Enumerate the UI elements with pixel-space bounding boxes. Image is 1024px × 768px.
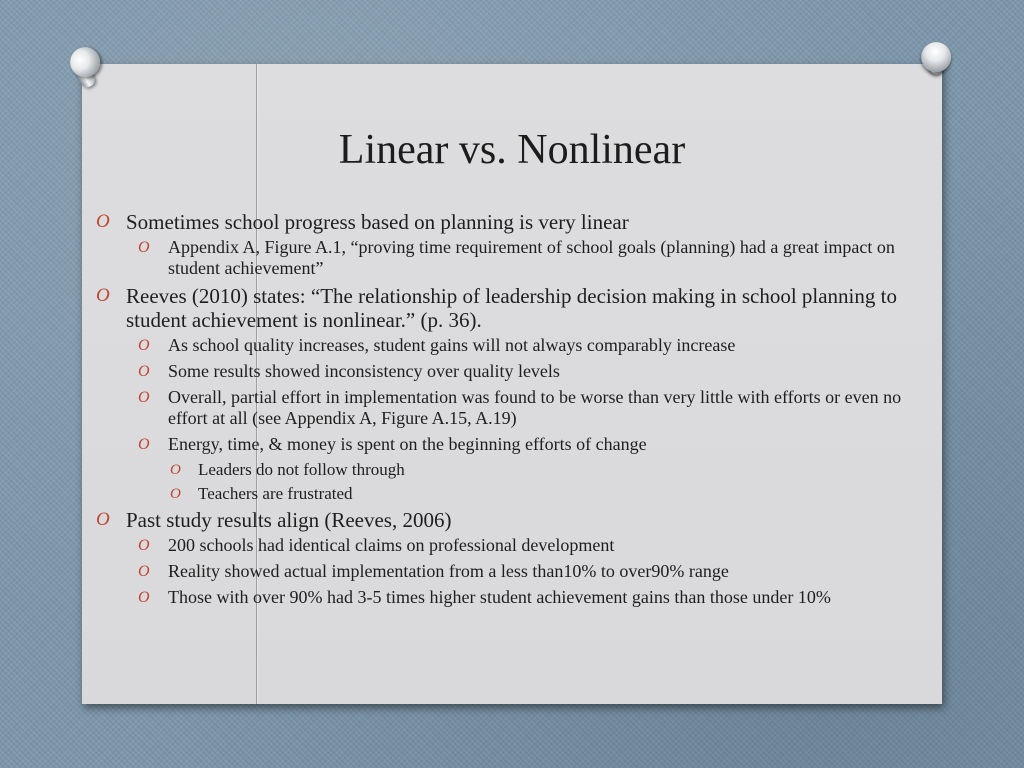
bullet-o-icon: O: [138, 389, 150, 406]
sub-sub-bullet-text: Teachers are frustrated: [198, 484, 353, 503]
sub-bullet-text: Reality showed actual implementation from a less than10% to over90% range: [168, 561, 729, 581]
bullet-o-icon: O: [138, 436, 150, 453]
sub-bullet-text: Overall, partial effort in implementation was found to be worse than very little with efforts or even no effort at all (see Appendix A, Figure A.15, A.19): [168, 387, 902, 428]
sub-bullet-item: [138, 535, 916, 556]
bullet-o-icon: O: [170, 486, 181, 502]
pushpin-right-icon: [914, 42, 954, 82]
bullet-o-icon: O: [170, 462, 181, 478]
bullet-list: [96, 206, 916, 613]
bullet-o-icon: O: [138, 589, 150, 606]
sub-bullet-text: Appendix A, Figure A.1, “proving time requirement of school goals (planning) had a great impact on student achievement”: [168, 237, 895, 278]
bullet-o-icon: O: [138, 337, 150, 354]
slide-title: Linear vs. Nonlinear: [338, 127, 686, 173]
sub-bullet-item: [138, 561, 916, 582]
sub-bullet-item: [138, 434, 916, 455]
sub-bullet-text: Some results showed inconsistency over quality levels: [168, 361, 560, 381]
sub-bullet-item: [138, 237, 916, 279]
sub-sub-bullet-item: [170, 460, 916, 480]
sub-bullet-item: [138, 587, 916, 608]
bullet-o-icon: O: [96, 211, 110, 232]
sub-bullet-text: Those with over 90% had 3-5 times higher student achievement gains than those under 10%: [168, 587, 831, 607]
sub-bullet-item: [138, 335, 916, 356]
sub-sub-bullet-item: [170, 484, 916, 504]
bullet-text: Sometimes school progress based on planning is very linear: [126, 210, 629, 234]
bullet-text: Reeves (2010) states: “The relationship of leadership decision making in school planning to student achievement is nonlinear.” (p. 36).: [126, 284, 897, 332]
bullet-item: [96, 284, 916, 332]
sub-sub-bullet-text: Leaders do not follow through: [198, 460, 405, 479]
bullet-o-icon: O: [138, 239, 150, 256]
bullet-item: [96, 508, 916, 532]
pushpin-left-icon: [68, 42, 108, 82]
bullet-o-icon: O: [96, 285, 110, 306]
sub-bullet-text: 200 schools had identical claims on professional development: [168, 535, 615, 555]
bullet-text: Past study results align (Reeves, 2006): [126, 508, 452, 532]
bullet-o-icon: O: [138, 563, 150, 580]
bullet-o-icon: O: [96, 509, 110, 530]
bullet-item: [96, 210, 916, 234]
sub-bullet-text: Energy, time, & money is spent on the beginning efforts of change: [168, 434, 647, 454]
bullet-o-icon: O: [138, 363, 150, 380]
sub-bullet-item: [138, 361, 916, 382]
bullet-o-icon: O: [138, 537, 150, 554]
sub-bullet-item: [138, 387, 916, 429]
sub-bullet-text: As school quality increases, student gains will not always comparably increase: [168, 335, 736, 355]
